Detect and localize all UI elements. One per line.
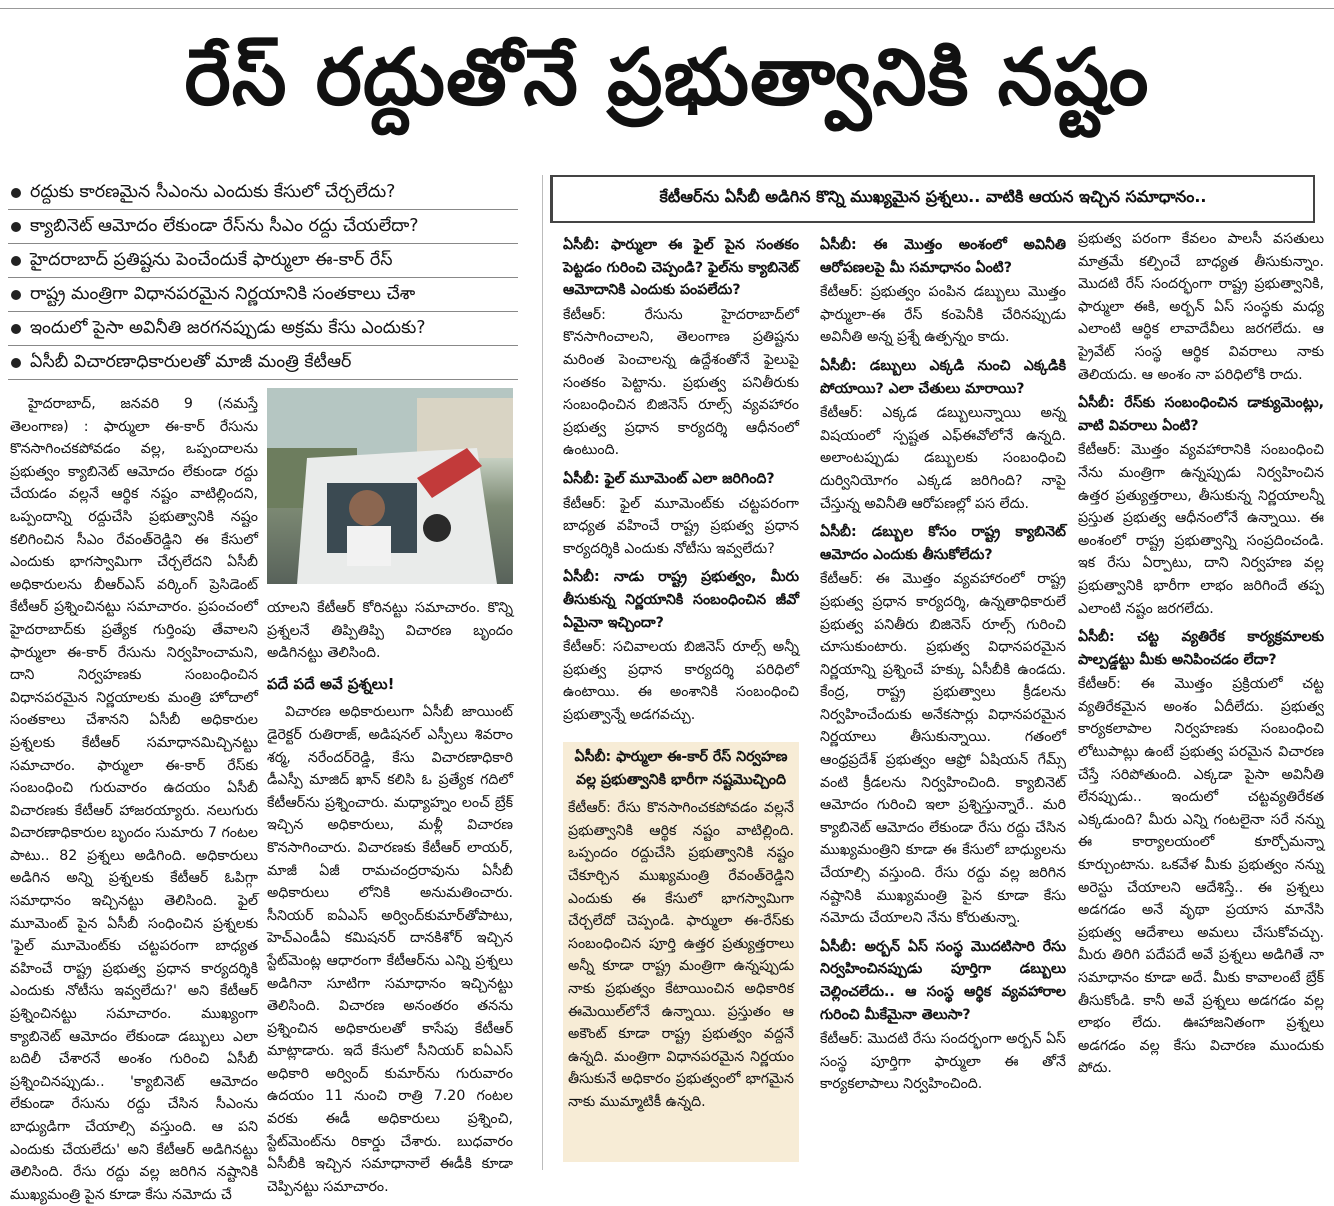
top-rule xyxy=(0,8,1334,9)
question: ఏసీబీ: డబ్బులు ఎక్కడి నుంచి ఎక్కడికి పోయాయి? ఎలా చేతులు మారాయి? xyxy=(820,357,1066,397)
qa-section-title: కేటీఆర్‌ను ఏసీబీ అడిగిన కొన్ని ముఖ్యమైన ప్రశ్నలు.. వాటికి ఆయన ఇచ్చిన సమాధానం.. xyxy=(550,175,1315,223)
answer: కేటీఆర్: మొదటి రేసు సందర్భంగా అర్బన్ ఏస్ సంస్థ పూర్తిగా ఫార్ములా ఈ తోనే కార్యకలాపాలు నిర్వహించింది. xyxy=(820,1031,1067,1093)
news-photo xyxy=(267,388,513,584)
highlight-answer: కేటీఆర్: రేసు కొనసాగించకపోవడం వల్లనే ప్రభుత్వానికి ఆర్థిక నష్టం వాటిల్లింది. ఒప్పందం రద్దుచేసి ప్రభుత్వానికి నష్టం చేకూర్చిన ముఖ్యమంత్రి రేవంత్‌రెడ్డిని ఎందుకు ఈ కేసులో భాగస్వామిగా చేర్చలేదో చెప్పండి. ఫార్ములా ఈ-రేస్‌కు సంబంధించిన పూర్తి ఉత్తర ప్రత్యుత్తరాలు అన్నీ కూడా రాష్ట్ర మంత్రిగా ఉన్నప్పుడు నాకు ప్రభుత్వం కేటాయించిన అధికారిక ఈమెయిల్‌లోనే ఉన్నాయి. ప్రస్తుతం ఆ అకౌంట్ కూడా రాష్ట్ర ప్రభుత్వం వద్దనే ఉన్నది. మంత్రిగా విధానపరమైన నిర్ణయం తీసుకునే అధికారం ప్రభుత్వంలో భాగమైన నాకు ముమ్మాటికీ ఉన్నది. xyxy=(568,800,794,1110)
column-1 xyxy=(10,393,258,1203)
column-divider xyxy=(542,175,543,1170)
question: ఏసీబీ: ఫైల్ మూమెంట్ ఎలా జరిగింది? xyxy=(563,470,775,487)
bullet-item: ఏసీబీ విచారణాధికారులతో మాజీ మంత్రి కేటీఆర్ xyxy=(8,346,518,380)
highlight-title: ఏసీబీ: ఫార్ములా ఈ-కార్ రేస్ నిర్వహణ వల్ల ప్రభుత్వానికి భారీగా నష్టమొచ్చింది xyxy=(574,749,788,788)
question: ఏసీబీ: ఫార్ములా ఈ ఫైల్ పైన సంతకం పెట్టడం గురించి చెప్పండి? ఫైల్‌ను క్యాబినెట్ ఆమోదానికి ఎందుకు పంపలేదు? xyxy=(563,237,799,299)
answer: కేటీఆర్: ఎక్కడ డబ్బులున్నాయి అన్న విషయంలో స్పష్టత ఎఫ్‌ఈవోలోనే ఉన్నది. అలాంటప్పుడు డబ్బులకు సంబంధించి దుర్వినియోగం ఎక్కడ జరిగింది? నాపై చేస్తున్న అవినీతి ఆరోపణల్లో పస లేదు. xyxy=(820,405,1066,512)
headline: రేస్ రద్దుతోనే ప్రభుత్వానికి నష్టం xyxy=(184,33,1150,123)
question: ఏసీబీ: రేస్‌కు సంబంధించిన డాక్యుమెంట్లు, వాటి వివరాలు ఏంటి? xyxy=(1078,395,1324,434)
answer: కేటీఆర్: సచివాలయ బిజినెస్ రూల్స్ అన్నీ ప్రభుత్వ ప్రధాన కార్యదర్శి పరిధిలో ఉంటాయి. ఈ అంశానికి సంబంధించి ప్రభుత్వాన్నే అడగవచ్చు. xyxy=(563,639,799,723)
answer-continued: ప్రభుత్వ పరంగా కేవలం పాలసీ వసతులు మాత్రమే కల్పించే బాధ్యత తీసుకున్నాం. మొదటి రేస్ సందర్భంగా రాష్ట్ర ప్రభుత్వానికి, ఫార్ములా ఈకి, అర్బన్ ఏస్ సంస్థకు మధ్య ఎలాంటి ఆర్థిక లావాదేవీలు జరగలేదు. ఆ ప్రైవేట్ సంస్థ ఆర్థిక వివరాలు నాకు తెలియదు. ఆ అంశం నా పరిధిలోకి రాదు. xyxy=(1078,231,1324,383)
column-2 xyxy=(267,597,513,1195)
article-paragraph: యాలని కేటీఆర్ కోరినట్టు సమాచారం. కొన్ని ప్రశ్నలనే తిప్పితిప్పి విచారణ బృందం అడిగినట్టు తెలిసింది. xyxy=(267,600,513,662)
answer: కేటీఆర్: మొత్తం వ్యవహారానికి సంబంధించి నేను మంత్రిగా ఉన్నప్పుడు నిర్వహించిన ఉత్తర ప్రత్యుత్తరాలు, తీసుకున్న నిర్ణయాలన్నీ ప్రస్తుత ప్రభుత్వ ఆధీనంలోనే ఉన్నాయి. ఈ అంశంలో రాష్ట్ర ప్రభుత్వాన్ని సంప్రదించండి. ఇక రేసు ఏర్పాటు, దాని నిర్వహణ వల్ల ప్రభుత్వానికి భారీగా లాభం జరిగిందే తప్ప ఎలాంటి నష్టం జరగలేదు. xyxy=(1078,442,1324,617)
answer: కేటీఆర్: రేసును హైదరాబాద్‌లో కొనసాగించాలని, తెలంగాణ ప్రతిష్టను మరింత పెంచాలన్న ఉద్దేశంతోనే ఫైలుపై సంతకం పెట్టాను. ప్రభుత్వ పనితీరుకు సంబంధించిన బిజినెస్ రూల్స్ వ్యవహారం ప్రభుత్వ ప్రధాన కార్యదర్శి ఆధీనంలో ఉంటుంది. xyxy=(563,306,799,459)
article-paragraph: హైదరాబాద్, జనవరి 9 (నమస్తే తెలంగాణ) : ఫార్ములా ఈ-కార్ రేసును కొనసాగించకపోవడం వల్ల, ఒప్పందాలను ప్రభుత్వం క్యాబినెట్ ఆమోదం లేకుండా రద్దు చేయడం వల్లనే ఆర్థిక నష్టం వాటిల్లిందని, ఒప్పందాన్ని రద్దుచేసి ప్రభుత్వానికి నష్టం కలిగించిన సీఎం రేవంత్‌రెడ్డిని ఈ కేసులో ఎందుకు భాగస్వామిగా చేర్చలేదని ఏసీబీ అధికారులను బీఆర్‌ఎస్ వర్కింగ్ ప్రెసిడెంట్ కేటీఆర్ ప్రశ్నించినట్టు సమాచారం. ప్రపంచంలో హైదరాబాద్‌కు ప్రత్యేక గుర్తింపు తేవాలని ఫార్ములా ఈ-కార్ రేసును నిర్వహించామని, దాని నిర్వహణకు సంబంధించిన విధానపరమైన నిర్ణయాలకు మంత్రి హోదాలో సంతకాలు చేశానని ఏసీబీ అధికారుల ప్రశ్నలకు కేటీఆర్ సమాధానమిచ్చినట్టు సమాచారం. ఫార్ములా ఈ-కార్ రేస్‌కు సంబంధించి గురువారం ఉదయం ఏసీబీ విచారణకు కేటీఆర్ హాజరయ్యారు. నలుగురు విచారణాధికారుల బృందం సుమారు 7 గంటల పాటు.. 82 ప్రశ్నలు అడిగింది. అధికారులు అడిగిన అన్ని ప్రశ్నలకు కేటీఆర్ ఓపిగ్గా సమాధానం ఇచ్చినట్టు తెలిసింది. ఫైల్ మూమెంట్ పైన ఏసీబీ సంధించిన ప్రశ్నలకు 'ఫైల్ మూమెంట్‌కు చట్టపరంగా బాధ్యత వహించే రాష్ట్ర ప్రభుత్వ ప్రధాన కార్యదర్శికి ఎందుకు నోటీసు ఇవ్వలేదు?' అని కేటీఆర్ ప్రశ్నించినట్టు సమాచారం. ముఖ్యంగా క్యాబినెట్ ఆమోదం లేకుండా డబ్బులు ఎలా బదిలీ చేశారనే అంశం గురించి ఏసీబీ ప్రశ్నించినప్పుడు.. 'క్యాబినెట్ ఆమోదం లేకుండా రేసును రద్దు చేసిన సీఎంను బాధ్యుడిగా చేయాల్సి వస్తుంది. ఆ పని ఎందుకు చేయలేదు' అని కేటీఆర్ అడిగినట్టు తెలిసింది. రేసు రద్దు వల్ల జరిగిన నష్టానికి ముఖ్యమంత్రి పైన కూడా కేసు నమోదు చే xyxy=(10,396,258,1203)
question: ఏసీబీ: ఈ మొత్తం అంశంలో అవినీతి ఆరోపణలపై మీ సమాధానం ఏంటి? xyxy=(820,237,1066,276)
question: ఏసీబీ: నాడు రాష్ట్ర ప్రభుత్వం, మీరు తీసుకున్న నిర్ణయానికి సంబంధించిన జీవో ఏమైనా ఇచ్చిందా? xyxy=(563,569,799,631)
bullet-item: ఇందులో పైసా అవినీతి జరగనప్పుడు అక్రమ కేసు ఎందుకు? xyxy=(8,312,518,346)
article-paragraph: విచారణ అధికారులుగా ఏసీబీ జాయింట్ డైరెక్టర్ రుతిరాజ్, అడిషనల్ ఎస్పీలు శివరాం శర్మ, నరేందర్‌రెడ్డి, కేసు విచారణాధికారి డీఎస్పీ మాజిద్ ఖాన్ కలిసి ఓ ప్రత్యేక గదిలో కేటీఆర్‌ను ప్రశ్నించారు. మధ్యాహ్నం లంచ్ బ్రేక్ ఇచ్చిన అధికారులు, మళ్లీ విచారణ కొనసాగించారు. విచారణకు కేటీఆర్ లాయర్, మాజీ ఏజీ రామచంద్రరావును ఏసీబీ అధికారులు లోనికి అనుమతించారు. సీనియర్ ఐఏఎస్ అర్వింద్‌కుమార్‌తోపాటు, హెచ్‌ఎండీఏ కమిషనర్ దానకిశోర్ ఇచ్చిన స్టేట్‌మెంట్ల ఆధారంగా కేటీఆర్‌ను ఎన్ని ప్రశ్నలు అడిగినా సూటిగా సమాధానం ఇచ్చినట్టు తెలిసింది. విచారణ అనంతరం తనను ప్రశ్నించిన అధికారులతో కాసేపు కేటీఆర్ మాట్లాడారు. ఇదే కేసులో సీనియర్ ఐఏఎస్ అధికారి అర్వింద్ కుమార్‌ను గురువారం ఉదయం 11 నుంచి రాత్రి 7.20 గంటల వరకు ఈడీ అధికారులు ప్రశ్నించి, స్టేట్‌మెంట్‌ను రికార్డు చేశారు. బుధవారం ఏసీబీకి ఇచ్చిన సమాధానాలే ఈడీకి కూడా చెప్పినట్టు సమాచారం. xyxy=(267,704,513,1195)
column-5 xyxy=(1078,228,1324,1168)
question: ఏసీబీ: అర్బన్ ఏస్ సంస్థ మొదటిసారి రేసు నిర్వహించినప్పుడు పూర్తిగా డబ్బులు చెల్లించలేదు.. ఆ సంస్థ ఆర్థిక వ్యవహారాల గురించి మీకేమైనా తెలుసా? xyxy=(820,938,1066,1023)
column-3 xyxy=(563,228,799,738)
question: ఏసీబీ: డబ్బుల కోసం రాష్ట్ర క్యాబినెట్ ఆమోదం ఎందుకు తీసుకోలేదు? xyxy=(820,524,1066,563)
question: ఏసీబీ: చట్ట వ్యతిరేక కార్యక్రమాలకు పాల్పడ్డట్టు మీకు అనిపించడం లేదా? xyxy=(1078,629,1324,668)
column-4 xyxy=(820,228,1066,1168)
bullet-item: రద్దుకు కారణమైన సీఎంను ఎందుకు కేసులో చేర్చలేదు? xyxy=(8,176,518,210)
answer: కేటీఆర్: ఈ మొత్తం వ్యవహారంలో రాష్ట్ర ప్రభుత్వ ప్రధాన కార్యదర్శి, ఉన్నతాధికారులే ప్రభుత్వ పనితీరు బిజినెస్ రూల్స్ గురించి చూసుకుంటారు. ప్రభుత్వ విధానపరమైన నిర్ణయాన్ని ప్రశ్నించే హక్కు ఏసీబీకి ఉండదు. కేంద్ర, రాష్ట్ర ప్రభుత్వాలు క్రీడలను నిర్వహించేందుకు అనేకసార్లు విధానపరమైన నిర్ణయాలు తీసుకున్నాయి. గతంలో ఆంధ్రప్రదేశ్ ప్రభుత్వం ఆఫ్రో ఏషియన్ గేమ్స్ వంటి క్రీడలను నిర్వహించింది. క్యాబినెట్ ఆమోదం గురించి ఇలా ప్రశ్నిస్తున్నారే.. మరి క్యాబినెట్ ఆమోదం లేకుండా రేసు రద్దు చేసిన ముఖ్యమంత్రిని కూడా ఈ కేసులో బాధ్యులను చేయాల్సి వస్తుంది. రేసు రద్దు వల్ల జరిగిన నష్టానికి ముఖ్యమంత్రి పైన కూడా కేసు నమోదు చేయాలని నేను కోరుతున్నా. xyxy=(820,571,1066,927)
bullet-item: హైదరాబాద్ ప్రతిష్టను పెంచేందుకే ఫార్ములా ఈ-కార్ రేస్ xyxy=(8,244,518,278)
highlight-content xyxy=(568,746,794,1160)
answer: కేటీఆర్: ప్రభుత్వం పంపిన డబ్బులు మొత్తం ఫార్ములా-ఈ రేస్ కంపెనీకి చేరినప్పుడు అవినీతి అన్న ప్రశ్నే ఉత్పన్నం కాదు. xyxy=(820,284,1066,346)
answer: కేటీఆర్: ఈ మొత్తం ప్రక్రియలో చట్ట వ్యతిరేకమైన అంశం ఏదీలేదు. ప్రభుత్వ కార్యకలాపాల నిర్వహణకు సంబంధించి లోటుపాట్లు ఉంటే ప్రభుత్వ పరమైన విచారణ చేస్తే సరిపోతుంది. ఎక్కడా పైసా అవినీతి లేనప్పుడు.. ఇందులో చట్టవ్యతిరేకత ఎక్కడుంది? మీరు ఎన్ని గంటలైనా సరే నన్ను ఈ కార్యాలయంలో కూర్చోమన్నా కూర్చుంటాను. ఒకవేళ మీకు ప్రభుత్వం నన్ను అరెస్టు చేయాలని ఆదేశిస్తే.. ఈ ప్రశ్నలు అడగడం అనే వృథా ప్రయాస మానేసి ప్రభుత్వ ఆదేశాలు అమలు చేసుకోవచ్చు. మీరు తిరిగి పదేపదే అవే ప్రశ్నలు అడిగితే నా సమాధానం కూడా అదే. మీకు కావాలంటే బ్రేక్ తీసుకోండి. కానీ అవే ప్రశ్నలు అడగడం వల్ల లాభం లేదు. ఊహాజనితంగా ప్రశ్నలు అడగడం వల్ల కేసు విచారణ ముందుకు పోదు. xyxy=(1078,676,1324,1077)
bullet-list xyxy=(8,176,518,380)
bullet-item: క్యాబినెట్ ఆమోదం లేకుండా రేస్‌ను సీఎం రద్దు చేయలేదా? xyxy=(8,210,518,244)
photo-illustration xyxy=(267,388,513,584)
bullet-item: రాష్ట్ర మంత్రిగా విధానపరమైన నిర్ణయానికి సంతకాలు చేశా xyxy=(8,278,518,312)
subheading: పదే పదే అవే ప్రశ్నలు! xyxy=(267,674,395,693)
answer: కేటీఆర్: ఫైల్ మూమెంట్‌కు చట్టపరంగా బాధ్యత వహించే రాష్ట్ర ప్రభుత్వ ప్రధాన కార్యదర్శికి ఎందుకు నోటీసు ఇవ్వలేదు? xyxy=(563,495,799,557)
